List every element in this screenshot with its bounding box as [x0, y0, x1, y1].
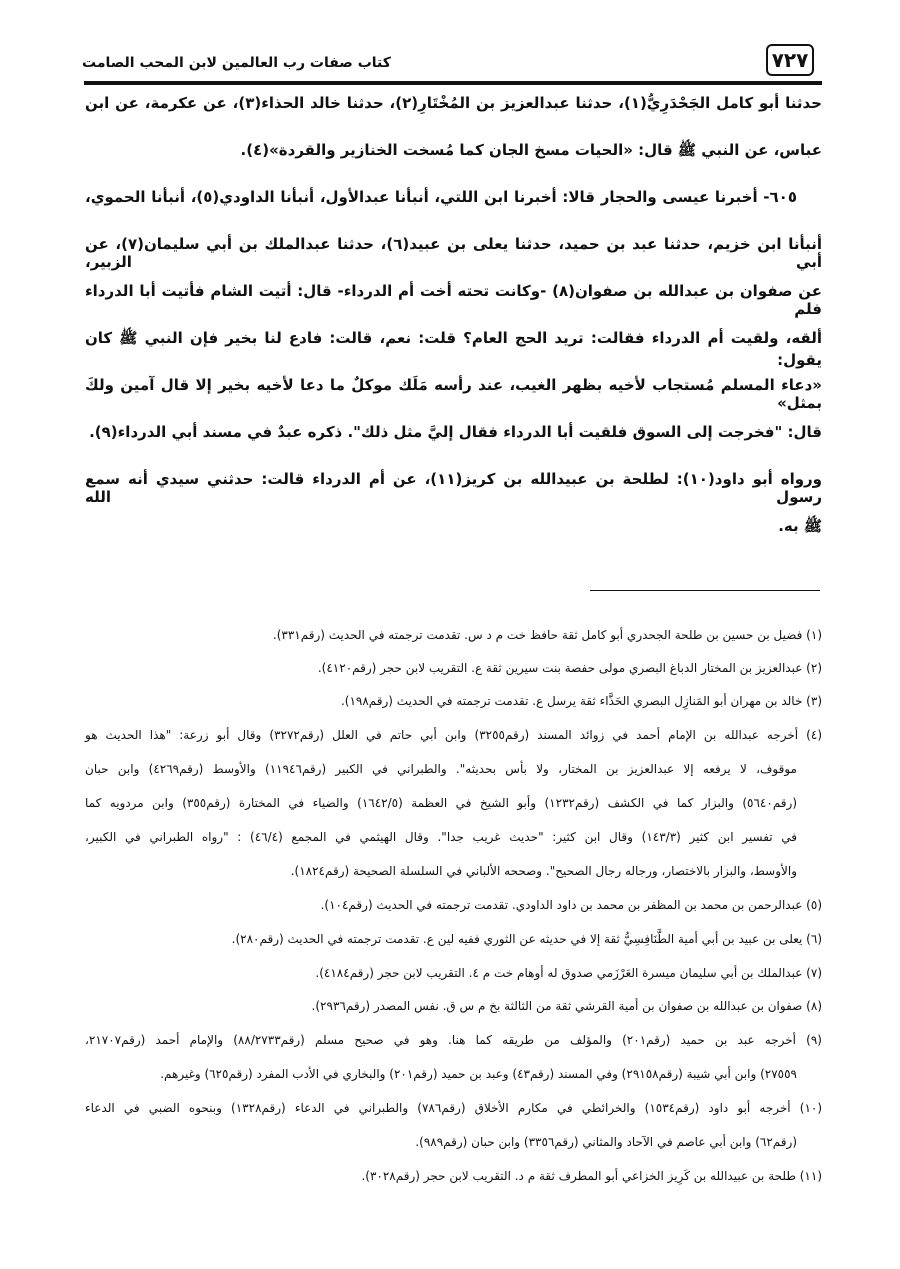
footnote-9-continued: ٢٧٥٥٩) وابن أبي شيبة (رقم٢٩١٥٨) وفي المسند (رقم٤٣) وعبد بن حميد (رقم٢٠١) والبخاري في الأدب المفرد (رقم٦٢٥) وغيرهم. [160, 1067, 797, 1081]
footnote-2: (٢) عبدالعزيز بن المختار الدباغ البصري مولى حفصة بنت سيرين ثقة ع. التقريب لابن حجر (رقم٤١٢٠). [317, 661, 822, 675]
body-line: «دعاء المسلم مُستجاب لأخيه بظهر الغيب، عند رأسه مَلَك موكلٌ ما دعا لأخيه بخير إلا قال آمين ولكَ بمثل» [85, 376, 822, 412]
footnote-7: (٧) عبدالملك بن أبي سليمان ميسرة العَرْزَمي صدوق له أوهام خت م ٤. التقريب لابن حجر (رقم٤١٨٤). [315, 966, 822, 980]
footnote-11: (١١) طلحة بن عبيدالله بن كَرِيز الخزاعي أبو المطرف ثقة م د. التقريب لابن حجر (رقم٣٠٢٨). [361, 1169, 822, 1183]
footnote-4: (٤) أخرجه عبدالله بن الإمام أحمد في زوائد المسند (رقم٣٢٥٥) وابن أبي حاتم في العلل (رقم٣٢٧٢) وقال أبو زرعة: "هذا الحديث هو [85, 728, 822, 742]
page-number-box: ٧٢٧ [766, 44, 814, 76]
footnote-1: (١) فضيل بن حسين بن طلحة الجحدري أبو كامل ثقة حافظ خت م د س. تقدمت ترجمته في الحديث (رقم٣٣١). [272, 628, 822, 642]
footnote-10-continued: (رقم٦٢) وابن أبي عاصم في الآحاد والمثاني (رقم٣٣٥٦) وابن حبان (رقم٩٨٩). [415, 1135, 797, 1149]
footnote-4-continued: موقوف، لا يرفعه إلا عبدالعزيز بن المختار، ولا بأس بحديثه". والطبراني في الكبير (رقم١١٩٤٦) والأوسط (رقم٤٢٦٩) وابن حبان [85, 762, 797, 776]
header-rule [84, 81, 822, 85]
footnote-4-continued: في تفسير ابن كثير (١٤٣/٣) وقال ابن كثير: "حديث غريب جدا". وقال الهيثمي في المجمع (٤٦/٤) : "رواه الطبراني في الكبير، [85, 830, 798, 844]
running-header-title: كتاب صفات رب العالمين لابن المحب الصامت [82, 55, 391, 71]
body-line: ألقه، ولقيت أم الدرداء فقالت: تريد الحج العام؟ قلت: نعم، قالت: فادع لنا بخير فإن النبي ﷺ كان يقول: [85, 329, 822, 369]
body-line: ورواه أبو داود(١٠): لطلحة بن عبيدالله بن كريز(١١)، عن أم الدرداء قالت: حدثني سيدي أنه سمع رسول الله [85, 470, 823, 506]
body-line: حدثنا أبو كامل الجَحْدَرِيُّ(١)، حدثنا عبدالعزيز بن المُخْتَارِ(٢)، حدثنا خالد الحذاء(٣)، عن عكرمة، عن ابن [85, 94, 822, 112]
body-line: أنبأنا ابن خزيم، حدثنا عبد بن حميد، حدثنا يعلى بن عبيد(٦)، حدثنا عبدالملك بن أبي سليمان(٧)، عن أبي الزبير، [85, 235, 823, 271]
footnote-3: (٣) خالد بن مهران أبو المَنازِل البصري الحَذَّاء ثقة يرسل ع. تقدمت ترجمته في الحديث (رقم١٩٨). [340, 694, 822, 708]
body-line: ﷺ به. [778, 517, 822, 535]
body-line: عن صفوان بن عبدالله بن صفوان(٨) -وكانت تحته أخت أم الدرداء- قال: أتيت الشام فأتيت أبا الدرداء فلم [85, 282, 823, 318]
footnote-9: (٩) أخرجه عبد بن حميد (رقم٢٠١) والمؤلف من طريقه كما هنا. وهو في صحيح مسلم (رقم٨٨/٢٧٣٣) والإمام أحمد (رقم٢١٧٠٧، [85, 1033, 822, 1047]
body-line: عباس، عن النبي ﷺ قال: «الحيات مسخ الجان كما مُسخت الخنازير والقردة»(٤). [240, 141, 822, 159]
footnote-4-continued: (رقم٥٦٤٠) والبزار كما في الكشف (رقم١٢٣٢) وأبو الشيخ في العظمة (١٦٤٢/٥) والضياء في المختارة (رقم٣٥٥) وابن مردويه كما [85, 796, 798, 810]
footnote-separator [590, 590, 820, 591]
footnote-4-continued: والأوسط، والبزار بالاختصار، ورجاله رجال الصحيح". وصححه الألباني في السلسلة الصحيحة (رقم١٨٢٤). [290, 864, 797, 878]
footnote-8: (٨) صفوان بن عبدالله بن صفوان بن أمية القرشي ثقة من الثالثة بخ م س ق. نفس المصدر (رقم٢٩٣٦). [311, 999, 822, 1013]
body-line: قال: "فخرجت إلى السوق فلقيت أبا الدرداء فقال إليَّ مثل ذلك". ذكره عبدٌ في مسند أبي الدرداء(٩). [89, 423, 822, 441]
hadith-605-first-line: ٦٠٥- أخبرنا عيسى والحجار قالا: أخبرنا ابن اللتي، أنبأنا عبدالأول، أنبأنا الداودي(٥)، أنبأنا الحموي، [85, 188, 797, 206]
footnote-5: (٥) عبدالرحمن بن محمد بن المظفر بن محمد بن داود الداودي. تقدمت ترجمته في الحديث (رقم١٠٤). [320, 898, 822, 912]
footnote-6: (٦) يعلى بن عبيد بن أبي أمية الطَّنَافِسِيُّ ثقة إلا في حديثه عن الثوري ففيه لين ع. تقدمت ترجمته في الحديث (رقم٢٨٠). [231, 932, 822, 946]
footnote-10: (١٠) أخرجه أبو داود (رقم١٥٣٤) والخرائطي في مكارم الأخلاق (رقم٧٨٦) والطبراني في الدعاء (رقم١٣٢٨) وبنحوه الضبي في الدعاء [85, 1101, 823, 1115]
